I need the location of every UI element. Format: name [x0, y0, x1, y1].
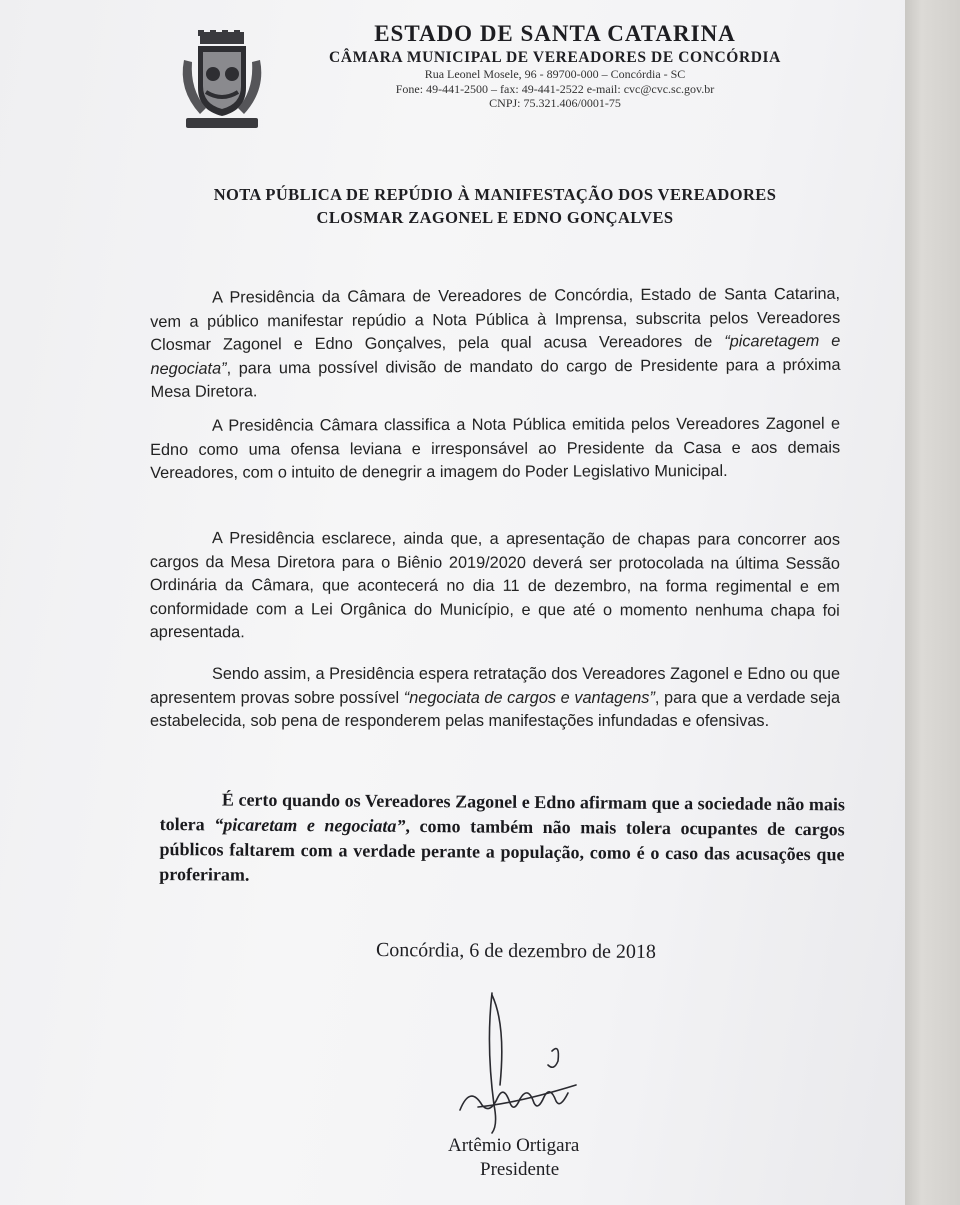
paragraph-2: A Presidência Câmara classifica a Nota Pública emitida pelos Vereadores Zagonel e Edno como uma ofensa leviana e irresponsável ao Presidente da Casa e aos demais Vereadores, com o intuito de denegrir a imagem do Poder Legislativo Municipal. [150, 414, 841, 482]
document-title [150, 183, 840, 229]
paragraph-5-quote: “picaretam e negociata” [214, 814, 406, 836]
letterhead-contact: Fone: 49-441-2500 – fax: 49-441-2522 e-mail: cvc@cvc.sc.gov.br [395, 81, 715, 96]
paragraph-4-text-b: , para que a verdade seja estabelecida, sob pena de responderem pelas manifestações infundadas e ofensivas. [150, 688, 840, 730]
page-edge-background [905, 0, 960, 1205]
paragraph-5-text-b: , como também não mais tolera ocupantes de cargos públicos faltarem com a verdade perante a população, como é o caso das acusações que proferiram. [159, 815, 845, 885]
paragraph-4-quote: “negociata de cargos e vantagens” [403, 688, 655, 707]
letterhead-cnpj: CNPJ: 75.321.406/0001-75 [489, 96, 621, 110]
paragraph-5-text-a: É certo quando os Vereadores Zagonel e Edno afirmam que a sociedade não mais tolera [159, 789, 845, 835]
letterhead-chamber: CÂMARA MUNICIPAL DE VEREADORES DE CONCÓRDIA [329, 49, 781, 66]
paragraph-1 [150, 283, 841, 405]
handwritten-signature [448, 985, 598, 1135]
letterhead-address: Rua Leonel Mosele, 96 - 89700-000 – Concórdia - SC [424, 67, 686, 81]
municipal-coat-of-arms [176, 30, 268, 132]
letterhead [290, 20, 820, 111]
paragraph-1-text-b: , para uma possível divisão de mandato do cargo de Presidente para a próxima Mesa Diretora. [150, 355, 841, 401]
document-title-line1: NOTA PÚBLICA DE REPÚDIO À MANIFESTAÇÃO DOS VEREADORES [213, 185, 777, 204]
letterhead-state: ESTADO DE SANTA CATARINA [374, 21, 736, 46]
signing-date: Concórdia, 6 de dezembro de 2018 [375, 939, 656, 963]
signatory [448, 1134, 579, 1182]
document-title-line2: CLOSMAR ZAGONEL E EDNO GONÇALVES [316, 208, 674, 227]
paragraph-4 [150, 663, 840, 734]
paragraph-5 [159, 787, 845, 892]
paragraph-4-text-a: Sendo assim, a Presidência espera retratação dos Vereadores Zagonel e Edno ou que apresentem provas sobre possível [150, 665, 840, 707]
signatory-name: Artêmio Ortigara [448, 1135, 580, 1156]
paragraph-3: A Presidência esclarece, ainda que, a apresentação de chapas para concorrer aos cargos da Mesa Diretora para o Biênio 2019/2020 deverá ser protocolada na última Sessão Ordinária da Câmara, que acontecerá no dia 11 de dezembro, na forma regimental e em conformidade com a Lei Orgânica do Município, e que até o momento nenhuma chapa foi apresentada. [149, 529, 840, 642]
paragraph-1-text-a: A Presidência da Câmara de Vereadores de Concórdia, Estado de Santa Catarina, vem a público manifestar repúdio a Nota Pública à Imprensa, subscrita pelos Vereadores Closmar Zagonel e Edno Gonçalves, pela qual acusa Vereadores de [150, 284, 841, 354]
signatory-role: Presidente [480, 1159, 560, 1180]
paragraph-1-quote: “picaretagem e negociata” [150, 331, 841, 378]
